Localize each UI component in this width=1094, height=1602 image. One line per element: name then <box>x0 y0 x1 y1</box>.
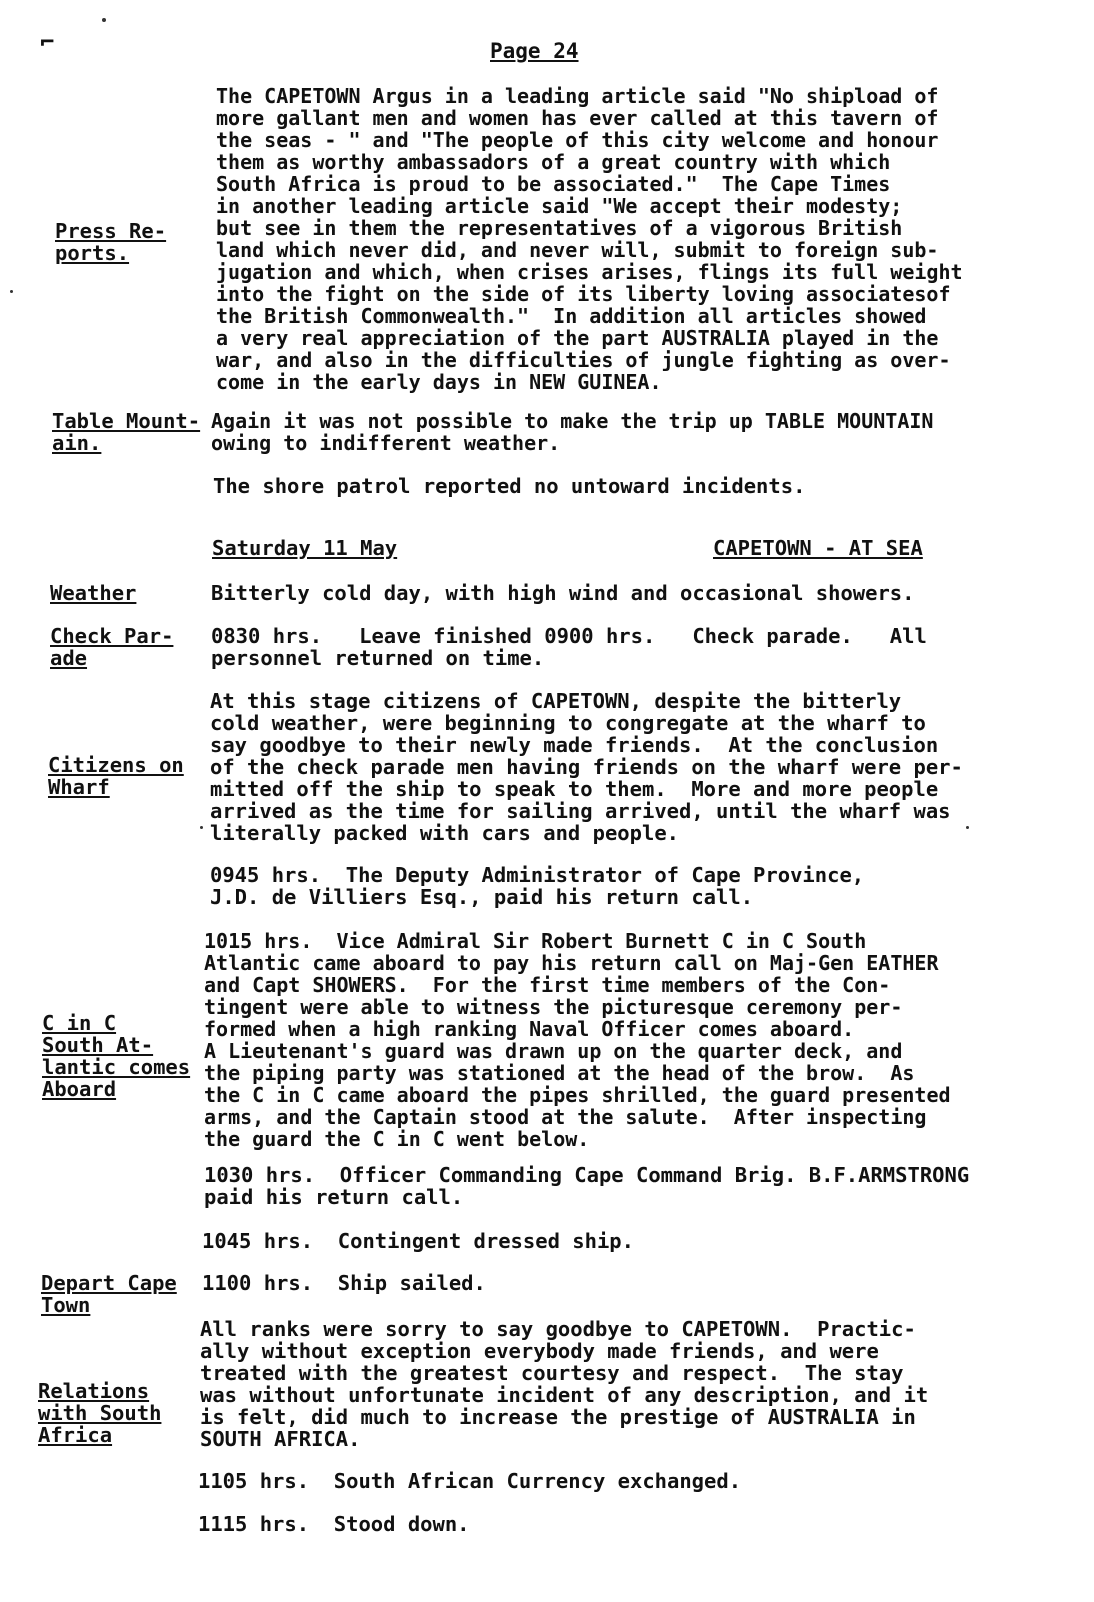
margin-note-table-mountain: Table Mount- ain. <box>52 409 201 455</box>
entry-1115: 1115 hrs. Stood down. <box>198 1512 470 1536</box>
margin-note-relations: Relations with South Africa <box>38 1379 162 1447</box>
stray-mark: ⌐ <box>40 28 55 56</box>
location-heading: CAPETOWN - AT SEA <box>713 536 923 560</box>
entry-1100: 1100 hrs. Ship sailed. <box>202 1271 486 1295</box>
entry-1030: 1030 hrs. Officer Commanding Cape Command Brig. B.F.ARMSTRONG paid his return call. <box>204 1163 970 1209</box>
stray-dot <box>200 826 203 829</box>
citizens-paragraph: At this stage citizens of CAPETOWN, despite the bitterly cold weather, were beginning to congregate at the wharf to say goodbye to their newly made friends. At the conclusion of the check parade men having friends on the wharf were per- mitted off the ship to speak to them. More and more people arrived as the time for sailing arrived, until the wharf was literally packed with cars and people. <box>210 689 963 845</box>
entry-1045: 1045 hrs. Contingent dressed ship. <box>202 1229 634 1253</box>
margin-note-check-parade: Check Par- ade <box>50 624 174 670</box>
margin-note-citizens-on-wharf: Citizens on Wharf <box>48 753 184 799</box>
entry-0945: 0945 hrs. The Deputy Administrator of Cape Province, J.D. de Villiers Esq., paid his return call. <box>210 863 865 909</box>
margin-note-depart-cape-town: Depart Cape Town <box>41 1271 177 1317</box>
shore-patrol-paragraph: The shore patrol reported no untoward incidents. <box>213 474 806 498</box>
margin-note-c-in-c-aboard: C in C South At- lantic comes Aboard <box>42 1011 191 1101</box>
stray-dot <box>966 826 969 829</box>
margin-note-press-reports: Press Re- ports. <box>55 219 167 265</box>
date-heading: Saturday 11 May <box>212 536 398 560</box>
check-parade-paragraph: 0830 hrs. Leave finished 0900 hrs. Check parade. All personnel returned on time. <box>211 624 927 670</box>
entry-1105: 1105 hrs. South African Currency exchanged. <box>198 1469 742 1493</box>
stray-dot <box>102 18 106 22</box>
table-mountain-paragraph: Again it was not possible to make the trip up TABLE MOUNTAIN owing to indifferent weather. <box>211 409 934 455</box>
weather-paragraph: Bitterly cold day, with high wind and occasional showers. <box>211 581 915 605</box>
entry-1015: 1015 hrs. Vice Admiral Sir Robert Burnett C in C South Atlantic came aboard to pay his return call on Maj-Gen EATHER and Capt SHOWERS. For the first time members of the Con- tingent were able to witness the picturesque ceremony per- formed when a high ranking Naval Officer comes aboard. A Lieutenant's guard was drawn up on the quarter deck, and the piping party was stationed at the head of the brow. As the C in C came aboard the pipes shrilled, the guard presented arms, and the Captain stood at the salute. After inspecting the guard the C in C went below. <box>204 929 951 1151</box>
stray-dot <box>10 290 13 293</box>
relations-paragraph: All ranks were sorry to say goodbye to CAPETOWN. Practic- ally without exception everybody made friends, and were treated with the greatest courtesy and respect. The stay was without unfortunate incident of any description, and it is felt, did much to increase the prestige of AUSTRALIA in SOUTH AFRICA. <box>200 1317 929 1451</box>
margin-note-weather: Weather <box>50 581 137 605</box>
page-title: Page 24 <box>490 39 579 63</box>
press-reports-paragraph: The CAPETOWN Argus in a leading article said "No shipload of more gallant men and women has ever called at this tavern of the seas - " and "The people of this city welcome and honour them as worthy ambassadors of a great country with which South Africa is proud to be associated." The Cape Times in another leading article said "We accept their modesty; but see in them the representatives of a vigorous British land which never did, and never will, submit to foreign sub- jugation and which, when crises arises, flings its full weight into the fight on the side of its liberty loving associatesof the British Commonwealth." In addition all articles showed a very real appreciation of the part AUSTRALIA played in the war, and also in the difficulties of jungle fighting as over- come in the early days in NEW GUINEA. <box>216 84 963 394</box>
